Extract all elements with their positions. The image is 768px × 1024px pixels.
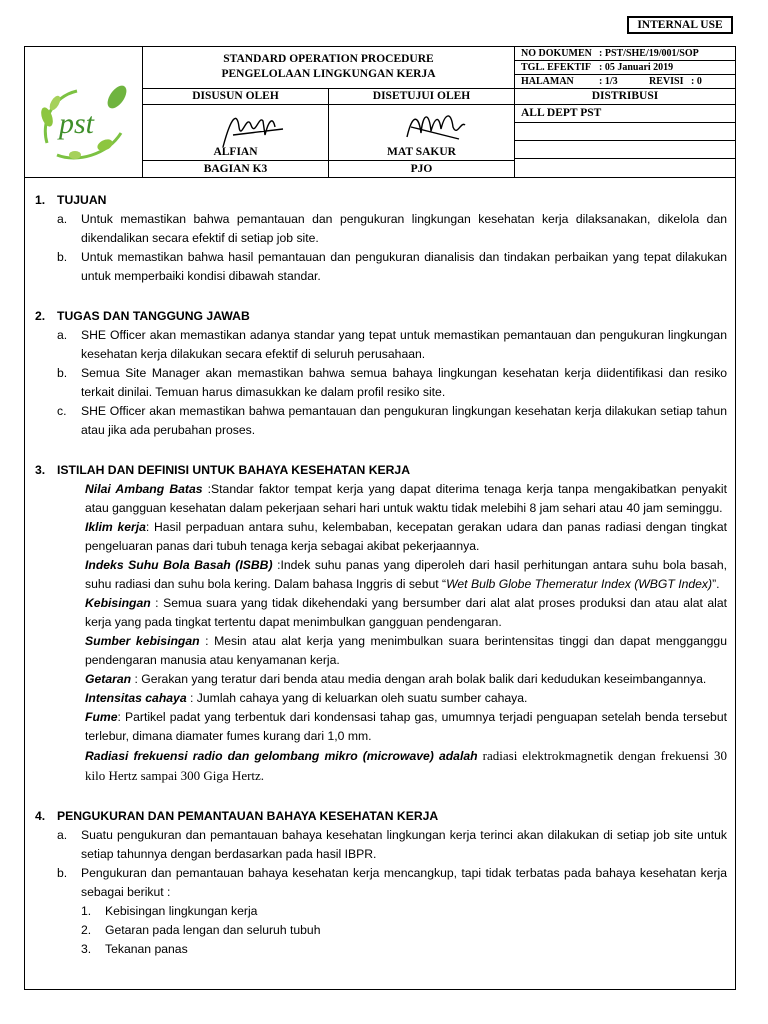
definition-separator: : bbox=[202, 482, 212, 496]
definition-term: Intensitas cahaya bbox=[85, 691, 187, 705]
definition-text: Semua suara yang tidak dikehendaki yang bersumber dari alat alat proses produksi dan atau alat alat kerja yang pada tingkat tertentu dapat menimbulkan gangguan pendengaran. bbox=[85, 596, 727, 629]
item-text: SHE Officer akan memastikan bahwa pemantauan dan pengukuran lingkungan kesehatan kerja dilakukan setiap tahun atau jika ada perubahan proses. bbox=[81, 404, 727, 437]
definition-term: Kebisingan bbox=[85, 596, 151, 610]
company-logo-icon bbox=[37, 83, 129, 165]
document-body bbox=[25, 178, 735, 959]
disusun-role: BAGIAN K3 bbox=[143, 161, 329, 178]
definition-separator: : bbox=[199, 634, 215, 648]
tgl-efektif-label: TGL. EFEKTIF bbox=[521, 62, 592, 73]
halaman-label: HALAMAN bbox=[521, 76, 574, 87]
definition-text-italic: Wet Bulb Globe Themeratur Index (WBGT Index) bbox=[446, 577, 713, 591]
definition-radiasi bbox=[35, 746, 727, 786]
definition-nilai-ambang-batas bbox=[35, 480, 727, 518]
definition-text: Mesin atau alat kerja yang menimbulkan suara berintensitas tinggi dan dapat mengganggu pendengaran manusia atau kenyamanan kerja. bbox=[85, 634, 727, 667]
section-4-item-b bbox=[35, 864, 727, 902]
definition-text: Jumlah cahaya yang di keluarkan oleh suatu sumber cahaya. bbox=[196, 691, 528, 705]
section-2-title bbox=[35, 307, 727, 326]
definition-term: Radiasi frekuensi radio dan gelombang mikro (microwave) adalah bbox=[85, 749, 478, 763]
meta-halaman bbox=[515, 75, 735, 89]
internal-use-badge: INTERNAL USE bbox=[627, 16, 733, 34]
section-4-sub-2 bbox=[35, 921, 727, 940]
distribusi-row-3 bbox=[515, 141, 735, 159]
definition-text-end: ”. bbox=[712, 577, 720, 591]
item-text: SHE Officer akan memastikan adanya standar yang tepat untuk memastikan pemantauan dan pengukuran lingkungan kesehatan kerja dilakukan secara efektif di seluruh perusahaan. bbox=[81, 328, 727, 361]
definition-intensitas-cahaya bbox=[35, 689, 727, 708]
no-dokumen-value: : PST/SHE/19/001/SOP bbox=[599, 48, 699, 59]
sub-item-label: 1. bbox=[81, 904, 92, 918]
definition-sumber-kebisingan bbox=[35, 632, 727, 670]
item-label: a. bbox=[57, 328, 68, 342]
definition-text: Partikel padat yang terbentuk dari kondensasi tahap gas, umumnya terjadi penguapan setelah benda tersebut terlebur, dimana diamater fumes kurang dari 1,0 mm. bbox=[85, 710, 727, 743]
section-4-title bbox=[35, 807, 727, 826]
section-4-number: 4. bbox=[35, 809, 46, 823]
item-label: b. bbox=[57, 866, 68, 880]
item-text: Pengukuran dan pemantauan bahaya kesehatan kerja mencangkup, tapi tidak terbatas pada bahaya kesehatan kerja sebagai berikut : bbox=[81, 866, 727, 899]
sub-item-label: 3. bbox=[81, 942, 92, 956]
document-meta bbox=[515, 47, 735, 89]
section-1-heading: TUJUAN bbox=[57, 193, 107, 207]
definition-isbb bbox=[35, 556, 727, 594]
definition-separator: : bbox=[131, 672, 142, 686]
disetujui-signature-area bbox=[329, 105, 515, 161]
title-line-2: PENGELOLAAN LINGKUNGAN KERJA bbox=[221, 68, 436, 80]
definition-term: Iklim kerja bbox=[85, 520, 146, 534]
definition-separator: : bbox=[186, 691, 197, 705]
distribusi-row-1: ALL DEPT PST bbox=[515, 105, 735, 123]
definition-fume bbox=[35, 708, 727, 746]
signature-mat-sakur-icon bbox=[399, 107, 479, 151]
logo-text: pst bbox=[59, 107, 95, 140]
definition-separator: : bbox=[117, 710, 125, 724]
distribusi-row-4 bbox=[515, 159, 735, 177]
section-1-item-a bbox=[35, 210, 727, 248]
definition-term: Indeks Suhu Bola Basah (ISBB) bbox=[85, 558, 273, 572]
document-frame bbox=[24, 46, 736, 990]
section-4-sub-1 bbox=[35, 902, 727, 921]
section-4-heading: PENGUKURAN DAN PEMANTAUAN BAHAYA KESEHATAN KERJA bbox=[57, 809, 439, 823]
item-label: b. bbox=[57, 366, 68, 380]
meta-no-dokumen bbox=[515, 47, 735, 61]
item-text: Untuk memastikan bahwa hasil pemantauan dan pengukuran dianalisis dan tindakan perbaikan yang tepat dilakukan untuk memperbaiki kondisi dibawah standar. bbox=[81, 250, 727, 283]
section-2-item-a bbox=[35, 326, 727, 364]
definition-text: Hasil perpaduan antara suhu, kelembaban, kecepatan gerakan udara dan panas radiasi dengan tingkat pengeluaran panas dari tubuh tenaga kerja sebagai akibat pekerjaannya. bbox=[85, 520, 727, 553]
definition-term: Fume bbox=[85, 710, 118, 724]
definition-separator: : bbox=[272, 558, 281, 572]
section-1-item-b bbox=[35, 248, 727, 286]
item-label: c. bbox=[57, 404, 67, 418]
disusun-label: DISUSUN OLEH bbox=[143, 89, 329, 105]
item-label: a. bbox=[57, 828, 68, 842]
item-label: b. bbox=[57, 250, 68, 264]
halaman-value: : 1/3 bbox=[599, 76, 618, 87]
definition-separator: : bbox=[145, 520, 154, 534]
logo-cell bbox=[25, 47, 143, 178]
disusun-name: ALFIAN bbox=[213, 146, 258, 158]
tgl-efektif-value: : 05 Januari 2019 bbox=[599, 62, 674, 73]
distribusi-label: DISTRIBUSI bbox=[515, 89, 735, 105]
sub-item-label: 2. bbox=[81, 923, 92, 937]
section-4-item-a bbox=[35, 826, 727, 864]
section-3-title bbox=[35, 461, 727, 480]
signature-alfian-icon bbox=[213, 107, 293, 151]
section-2-item-c bbox=[35, 402, 727, 440]
definition-text: Indek suhu panas yang diperoleh dari hasil perhitungan antara suhu bola basah, suhu radiasi dan suhu bola kering. Dalam bahasa Inggris di sebut “ bbox=[85, 558, 728, 591]
section-3-heading: ISTILAH DAN DEFINISI UNTUK BAHAYA KESEHATAN KERJA bbox=[57, 463, 411, 477]
sub-item-text: Kebisingan lingkungan kerja bbox=[105, 904, 258, 918]
definition-text: Standar faktor tempat kerja yang dapat diterima tenaga kerja tanpa mengakibatkan penyakit atau gangguan kesehatan dalam pekerjaan sehari hari untuk waktu tidak melebihi 8 jam sehari atau 40 jam seminggu. bbox=[85, 482, 727, 515]
item-text: Semua Site Manager akan memastikan bahwa semua bahaya lingkungan kesehatan kerja diidentifikasi dan resiko terkait dinilai. Temuan harus dimasukkan ke dalam profil resiko site. bbox=[81, 366, 727, 399]
definition-iklim-kerja bbox=[35, 518, 727, 556]
no-dokumen-label: NO DOKUMEN bbox=[521, 48, 592, 59]
title-line-1: STANDARD OPERATION PROCEDURE bbox=[223, 53, 434, 65]
meta-tgl-efektif bbox=[515, 61, 735, 75]
revisi-value: : 0 bbox=[691, 76, 702, 87]
section-2-heading: TUGAS DAN TANGGUNG JAWAB bbox=[57, 309, 250, 323]
definition-term: Sumber kebisingan bbox=[85, 634, 200, 648]
definition-getaran bbox=[35, 670, 727, 689]
definition-text: Gerakan yang teratur dari benda atau media dengan arah bolak balik dari kedudukan keseimbangannya. bbox=[141, 672, 707, 686]
definition-term: Nilai Ambang Batas bbox=[85, 482, 203, 496]
document-header bbox=[25, 47, 735, 178]
sub-item-text: Getaran pada lengan dan seluruh tubuh bbox=[105, 923, 321, 937]
item-text: Suatu pengukuran dan pemantauan bahaya kesehatan lingkungan kerja terinci akan dilakukan di setiap job site untuk setiap tahunnya dengan berdasarkan pada hasil IBPR. bbox=[81, 828, 727, 861]
disetujui-name: MAT SAKUR bbox=[387, 146, 456, 158]
section-4-sub-3 bbox=[35, 940, 727, 959]
revisi-label: REVISI bbox=[649, 76, 684, 87]
definition-text: radiasi elektrokmagnetik dengan frekuensi 30 kilo Hertz sampai 300 Giga Hertz. bbox=[85, 748, 727, 783]
sub-item-text: Tekanan panas bbox=[105, 942, 188, 956]
section-2-number: 2. bbox=[35, 309, 46, 323]
definition-kebisingan bbox=[35, 594, 727, 632]
distribusi-row-2 bbox=[515, 123, 735, 141]
section-3-number: 3. bbox=[35, 463, 46, 477]
section-1-number: 1. bbox=[35, 193, 46, 207]
item-text: Untuk memastikan bahwa pemantauan dan pengukuran lingkungan kesehatan kerja dilaksanakan, dikelola dan dikendalikan secara efektif di setiap job site. bbox=[81, 212, 727, 245]
section-2-item-b bbox=[35, 364, 727, 402]
item-label: a. bbox=[57, 212, 68, 226]
disusun-signature-area bbox=[143, 105, 329, 161]
disetujui-label: DISETUJUI OLEH bbox=[329, 89, 515, 105]
disetujui-role: PJO bbox=[329, 161, 515, 178]
definition-term: Getaran bbox=[85, 672, 132, 686]
document-title bbox=[143, 47, 515, 89]
section-1-title bbox=[35, 191, 727, 210]
definition-separator: : bbox=[150, 596, 164, 610]
